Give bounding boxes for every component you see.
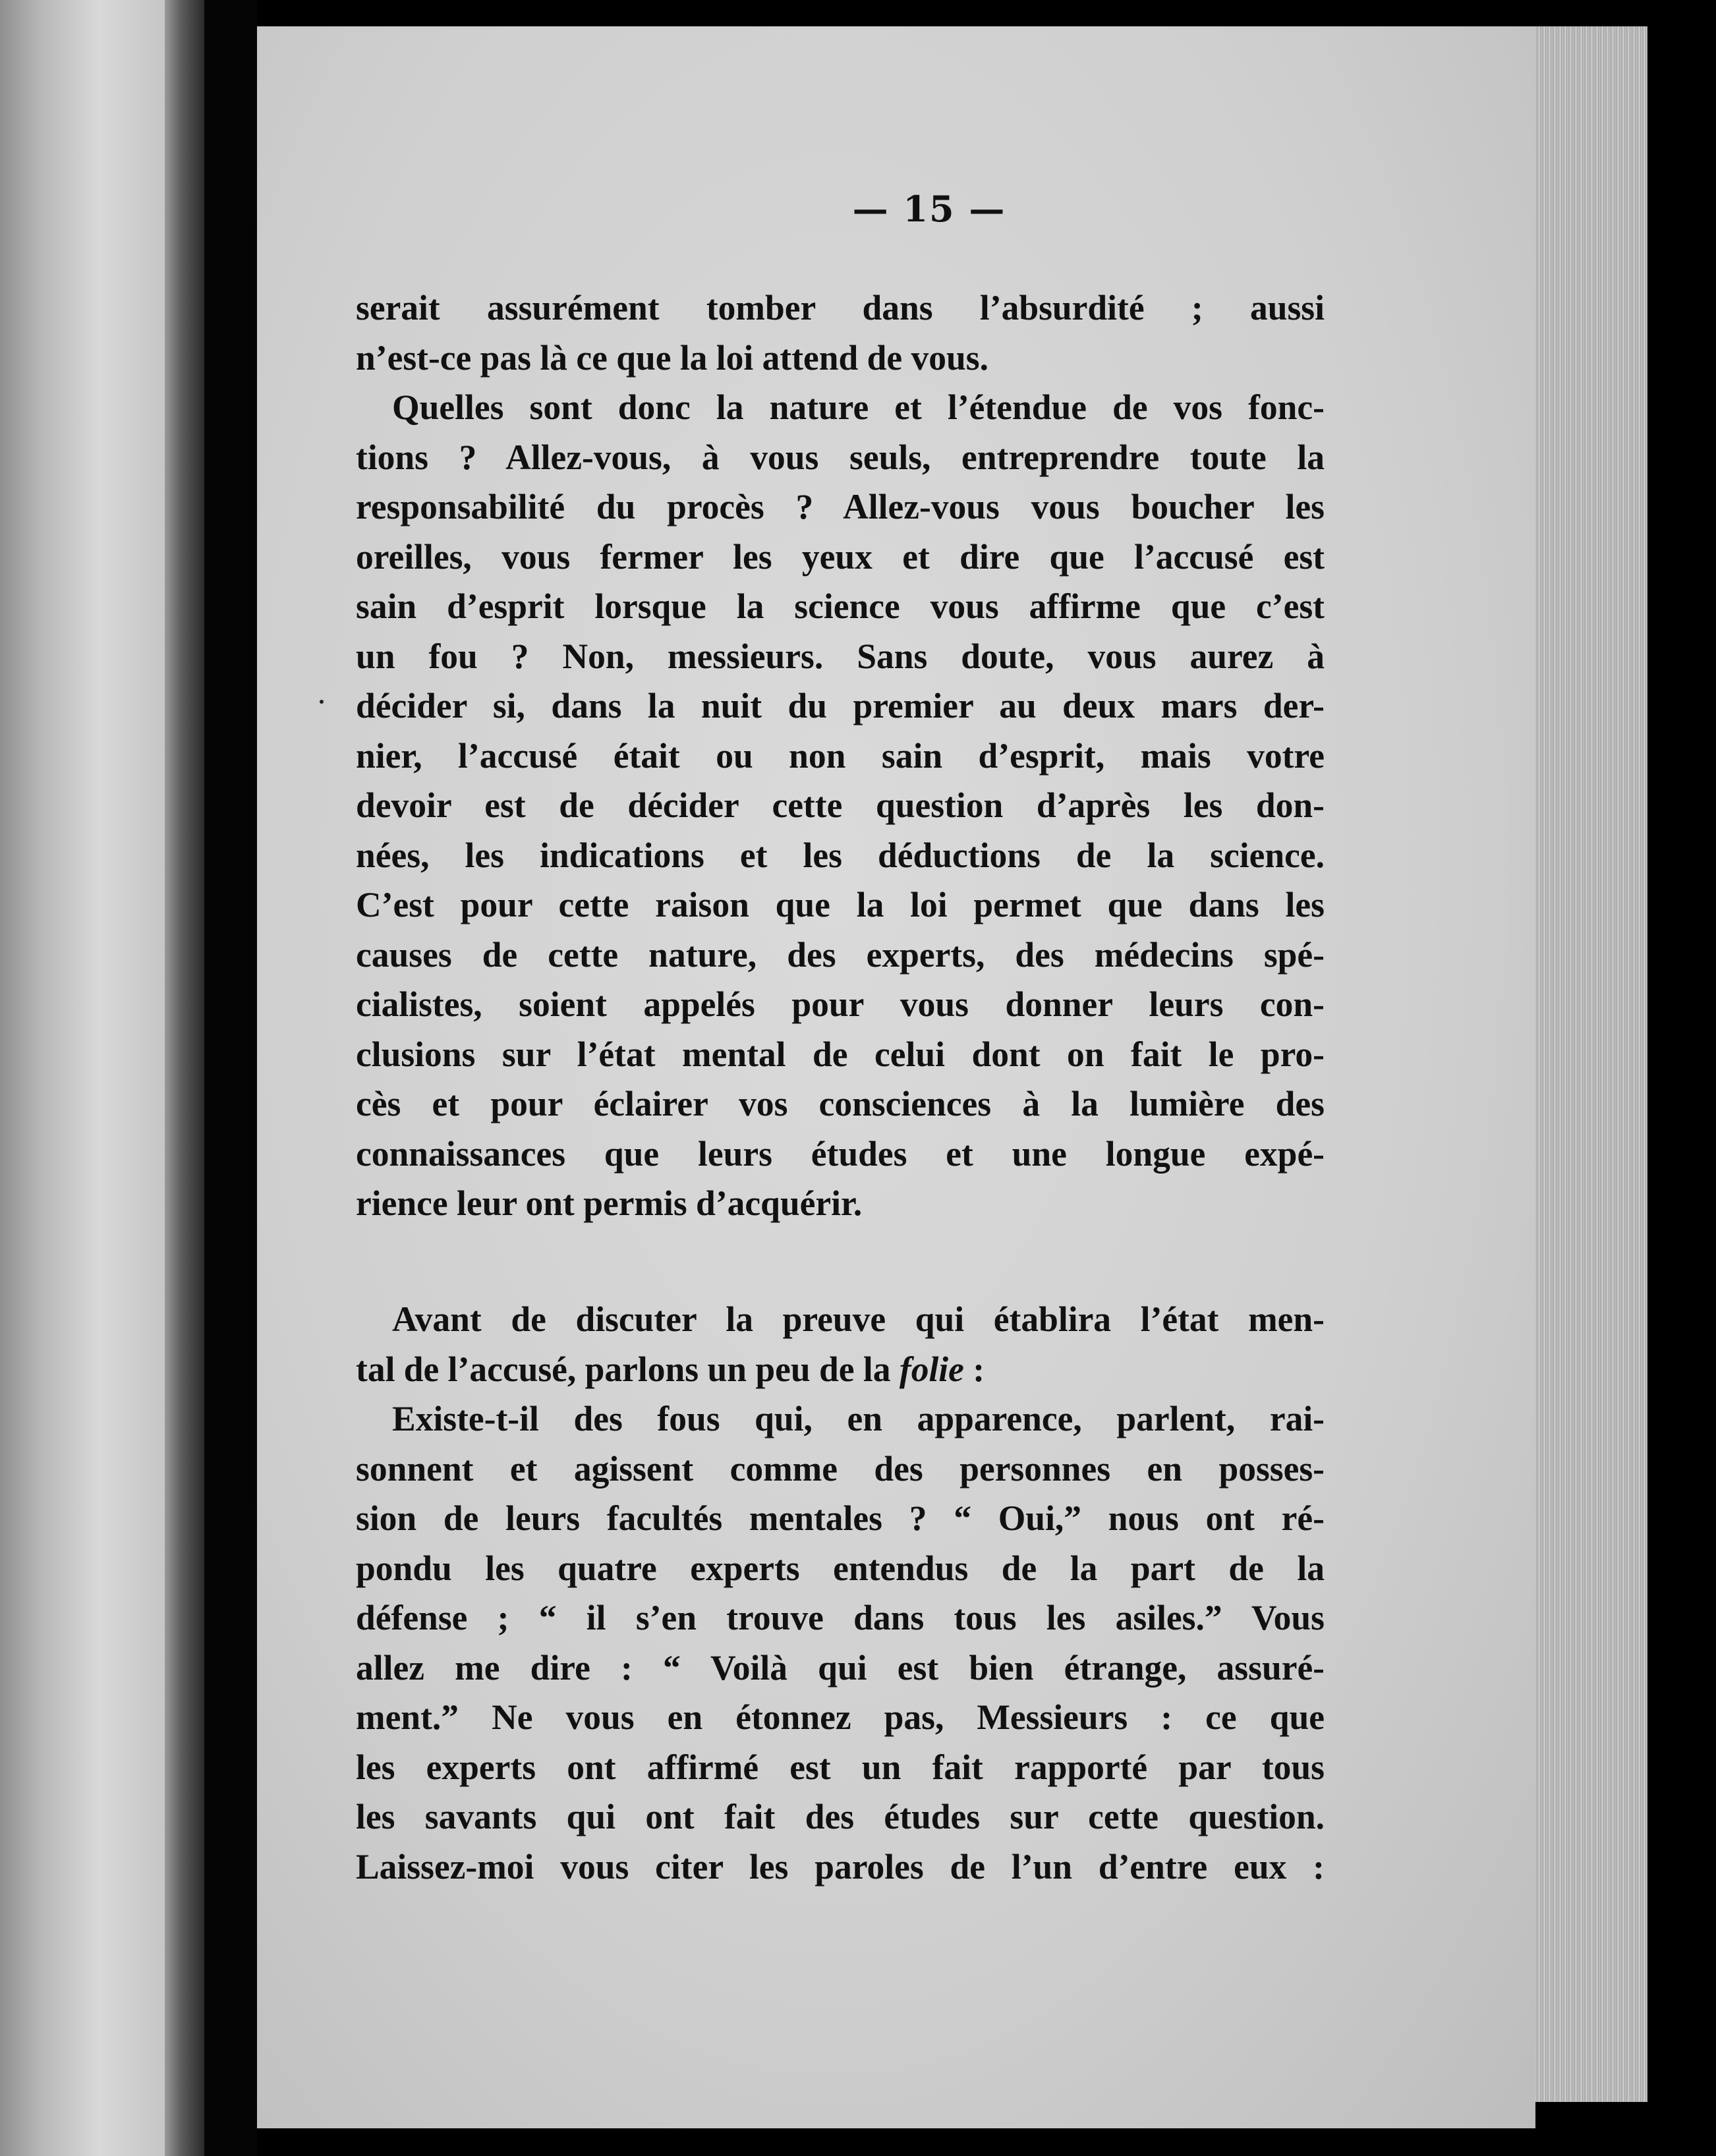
text-line: les experts ont affirmé est un fait rapporté par tous xyxy=(356,1747,1325,1787)
text-line: nées, les indications et les déductions de la science. xyxy=(356,835,1325,875)
text-line: défense ; “ il s’en trouve dans tous les asiles.” Vous xyxy=(356,1598,1325,1637)
ink-speck xyxy=(320,700,324,704)
page-number: — 15 — xyxy=(852,188,1006,230)
text-line: les savants qui ont fait des études sur cette question. xyxy=(356,1797,1325,1836)
text-line: Quelles sont donc la nature et l’étendue de vos fonc- xyxy=(392,387,1325,427)
text-line: sain d’esprit lorsque la science vous affirme que c’est xyxy=(356,586,1325,626)
left-page-edge xyxy=(0,0,165,2156)
text-line: Existe-t-il des fous qui, en apparence, parlent, rai- xyxy=(392,1399,1325,1438)
text-line: cialistes, soient appelés pour vous donner leurs con- xyxy=(356,984,1325,1024)
text-line: oreilles, vous fermer les yeux et dire que l’accusé est xyxy=(356,536,1325,577)
book-gutter xyxy=(204,0,257,2156)
text-line: n’est-ce pas là ce que la loi attend de vous. xyxy=(356,337,988,378)
text-line: décider si, dans la nuit du premier au deux mars der- xyxy=(356,686,1325,725)
text-line: cès et pour éclairer vos consciences à la lumière des xyxy=(356,1084,1325,1123)
text-fragment: : xyxy=(963,1349,985,1389)
book-page xyxy=(257,26,1535,2128)
text-line: clusions sur l’état mental de celui dont on fait le pro- xyxy=(356,1034,1325,1074)
text-line: rience leur ont permis d’acquérir. xyxy=(356,1183,863,1223)
text-line xyxy=(356,1345,1325,1395)
text-line: sion de leurs facultés mentales ? “ Oui,” nous ont ré- xyxy=(356,1498,1325,1538)
text-line: devoir est de décider cette question d’après les don- xyxy=(356,785,1325,825)
text-line: un fou ? Non, messieurs. Sans doute, vous aurez à xyxy=(356,636,1325,676)
text-fragment: tal de l’accusé, parlons un peu de la xyxy=(356,1349,900,1389)
text-block-lower xyxy=(356,1295,1325,1892)
text-line: Laissez-moi vous citer les paroles de l’un d’entre eux : xyxy=(356,1846,1325,1886)
text-line: sonnent et agissent comme des personnes en posses- xyxy=(356,1448,1325,1489)
text-line: pondu les quatre experts entendus de la part de la xyxy=(356,1548,1325,1588)
text-line: nier, l’accusé était ou non sain d’esprit, mais votre xyxy=(356,735,1325,776)
book-spine-shadow xyxy=(165,0,204,2156)
right-page-edges xyxy=(1535,26,1647,2102)
text-line: responsabilité du procès ? Allez-vous vous boucher les xyxy=(356,487,1325,526)
text-line: serait assurément tomber dans l’absurdité ; aussi xyxy=(356,288,1325,327)
text-line: connaissances que leurs études et une longue expé- xyxy=(356,1133,1325,1174)
text-line: allez me dire : “ Voilà qui est bien étrange, assuré- xyxy=(356,1647,1325,1688)
text-block-upper xyxy=(356,283,1325,1229)
text-line: Avant de discuter la preuve qui établira l’état men- xyxy=(392,1299,1325,1339)
text-line: ment.” Ne vous en étonnez pas, Messieurs : ce que xyxy=(356,1697,1325,1737)
italic-word-folie: folie xyxy=(899,1349,964,1389)
text-line: C’est pour cette raison que la loi permet que dans les xyxy=(356,885,1325,924)
text-line: tions ? Allez-vous, à vous seuls, entreprendre toute la xyxy=(356,437,1325,477)
text-line: causes de cette nature, des experts, des médecins spé- xyxy=(356,934,1325,975)
